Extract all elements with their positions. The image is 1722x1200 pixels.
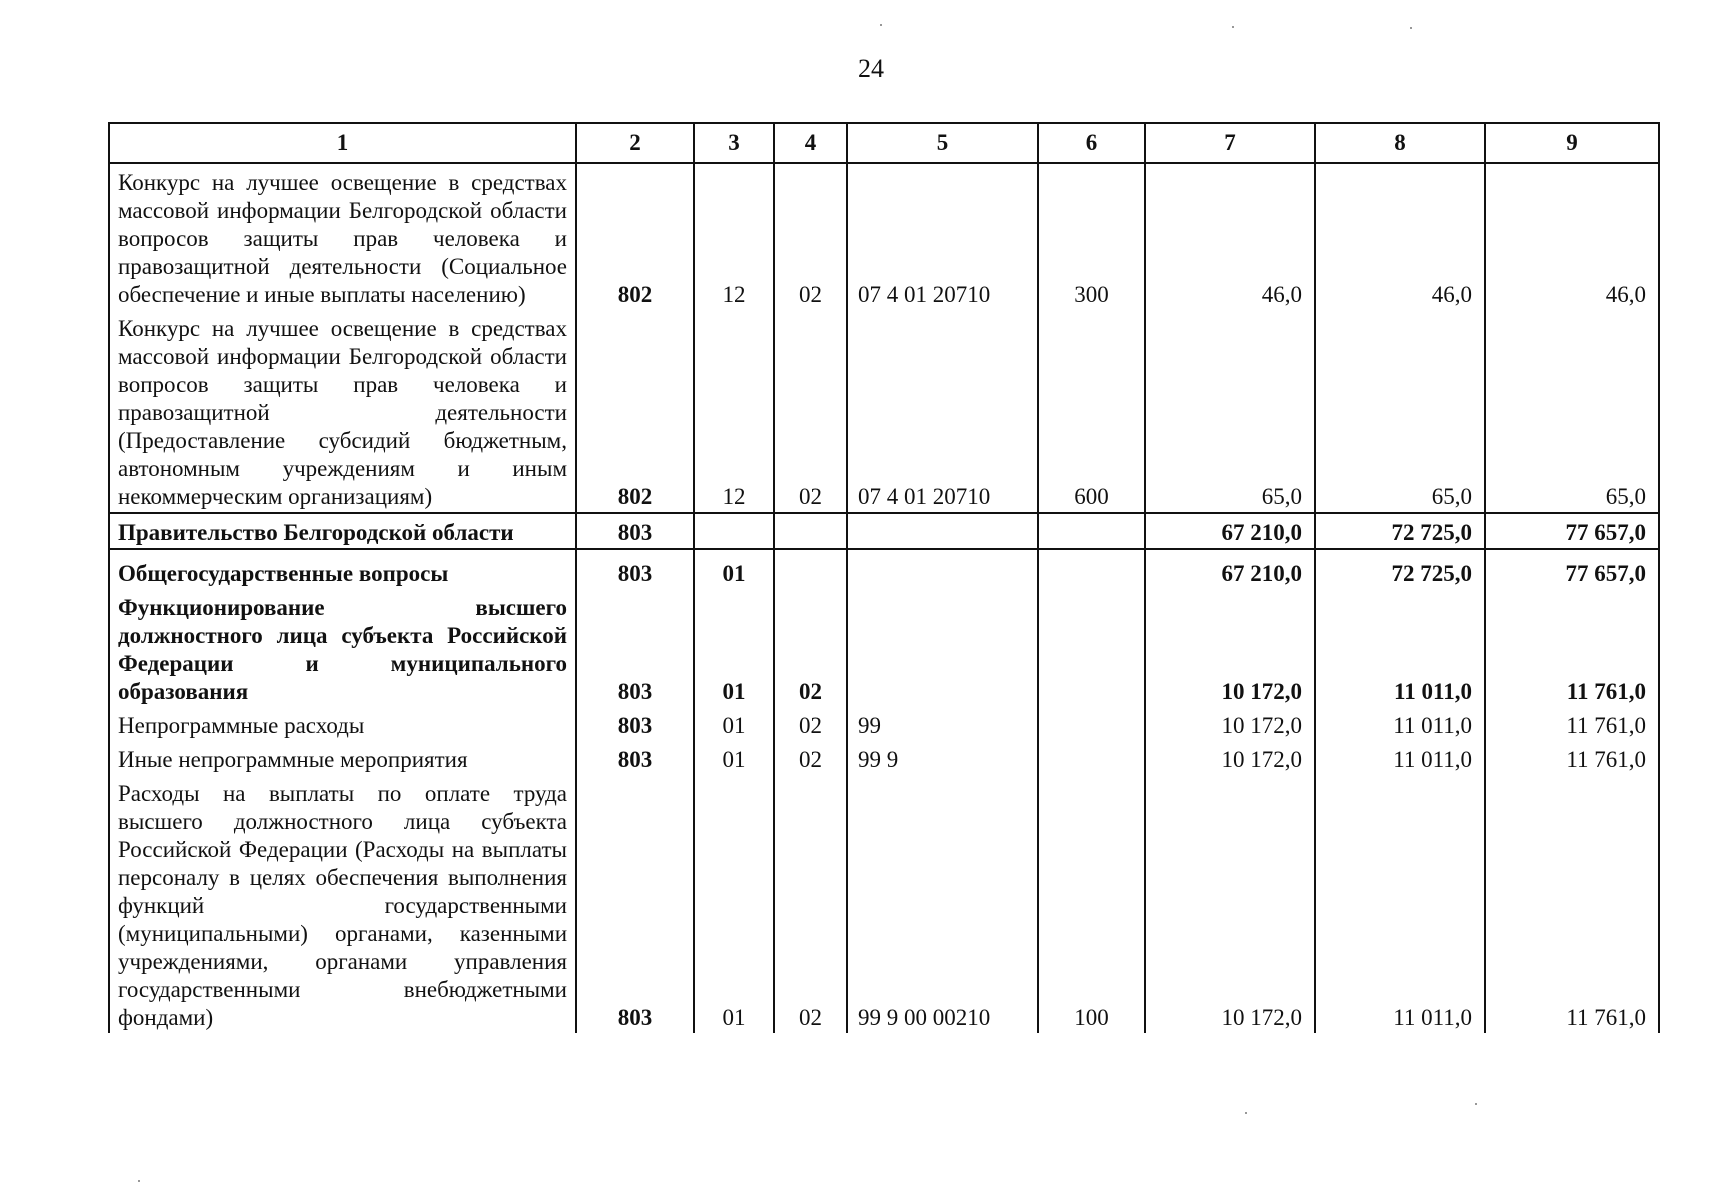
row-name: Конкурс на лучшее освещение в средствах массовой информации Белгородской области вопросов защиты прав человека и правозащитной деятельности (Социальное обеспечение и иные выплаты населению) bbox=[109, 163, 576, 310]
admin-code: 803 bbox=[576, 707, 694, 741]
header-row bbox=[109, 123, 1659, 163]
column-header-5: 5 bbox=[847, 123, 1038, 163]
scan-speck bbox=[138, 1180, 140, 1182]
amount-col-7: 46,0 bbox=[1145, 163, 1315, 310]
expense-type-code: 300 bbox=[1038, 163, 1145, 310]
section-code: 01 bbox=[694, 589, 774, 707]
row-name: Непрограммные расходы bbox=[109, 707, 576, 741]
admin-code: 803 bbox=[576, 513, 694, 549]
subsection-code: 02 bbox=[774, 589, 847, 707]
amount-col-8: 11 011,0 bbox=[1315, 775, 1485, 1033]
amount-col-7: 65,0 bbox=[1145, 310, 1315, 513]
amount-col-9: 77 657,0 bbox=[1485, 513, 1659, 549]
table-row bbox=[109, 589, 1659, 707]
expense-type-code: 100 bbox=[1038, 775, 1145, 1033]
column-header-6: 6 bbox=[1038, 123, 1145, 163]
admin-code: 802 bbox=[576, 310, 694, 513]
amount-col-9: 11 761,0 bbox=[1485, 741, 1659, 775]
amount-col-8: 72 725,0 bbox=[1315, 513, 1485, 549]
subsection-code: 02 bbox=[774, 163, 847, 310]
row-name: Иные непрограммные мероприятия bbox=[109, 741, 576, 775]
column-header-9: 9 bbox=[1485, 123, 1659, 163]
target-article-code bbox=[847, 549, 1038, 589]
scan-speck bbox=[1245, 1112, 1247, 1114]
row-name: Конкурс на лучшее освещение в средствах массовой информации Белгородской области вопросов защиты прав человека и правозащитной деятельности (Предоставление субсидий бюджетным, автономным учреждениям и иным некоммерческим организациям) bbox=[109, 310, 576, 513]
amount-col-7: 10 172,0 bbox=[1145, 741, 1315, 775]
amount-col-9: 65,0 bbox=[1485, 310, 1659, 513]
target-article-code bbox=[847, 513, 1038, 549]
subsection-code: 02 bbox=[774, 310, 847, 513]
admin-code: 803 bbox=[576, 549, 694, 589]
table-row bbox=[109, 741, 1659, 775]
target-article-code: 07 4 01 20710 bbox=[847, 163, 1038, 310]
column-header-1: 1 bbox=[109, 123, 576, 163]
subsection-code bbox=[774, 549, 847, 589]
amount-col-8: 72 725,0 bbox=[1315, 549, 1485, 589]
amount-col-8: 11 011,0 bbox=[1315, 741, 1485, 775]
target-article-code: 07 4 01 20710 bbox=[847, 310, 1038, 513]
table-header bbox=[109, 123, 1659, 163]
scan-speck bbox=[1232, 26, 1234, 28]
amount-col-9: 11 761,0 bbox=[1485, 775, 1659, 1033]
admin-code: 802 bbox=[576, 163, 694, 310]
amount-col-9: 77 657,0 bbox=[1485, 549, 1659, 589]
amount-col-9: 11 761,0 bbox=[1485, 707, 1659, 741]
admin-code: 803 bbox=[576, 775, 694, 1033]
expense-type-code: 600 bbox=[1038, 310, 1145, 513]
expense-type-code bbox=[1038, 707, 1145, 741]
expense-type-code bbox=[1038, 513, 1145, 549]
page-number: 24 bbox=[858, 54, 884, 83]
table-row bbox=[109, 775, 1659, 1033]
amount-col-7: 10 172,0 bbox=[1145, 775, 1315, 1033]
subsection-code: 02 bbox=[774, 707, 847, 741]
section-code: 01 bbox=[694, 707, 774, 741]
subsection-code: 02 bbox=[774, 741, 847, 775]
table-row bbox=[109, 707, 1659, 741]
amount-col-9: 46,0 bbox=[1485, 163, 1659, 310]
section-code: 12 bbox=[694, 310, 774, 513]
target-article-code bbox=[847, 589, 1038, 707]
amount-col-9: 11 761,0 bbox=[1485, 589, 1659, 707]
section-code: 01 bbox=[694, 775, 774, 1033]
scan-speck bbox=[1410, 27, 1412, 29]
admin-code: 803 bbox=[576, 741, 694, 775]
target-article-code: 99 bbox=[847, 707, 1038, 741]
target-article-code: 99 9 00 00210 bbox=[847, 775, 1038, 1033]
row-name: Расходы на выплаты по оплате труда высшего должностного лица субъекта Российской Федерации (Расходы на выплаты персоналу в целях обеспечения выполнения функций государственными (муниципальными) органами, казенными учреждениями, органами управления государственными внебюджетными фондами) bbox=[109, 775, 576, 1033]
row-name: Правительство Белгородской области bbox=[109, 513, 576, 549]
column-header-3: 3 bbox=[694, 123, 774, 163]
column-header-8: 8 bbox=[1315, 123, 1485, 163]
column-header-4: 4 bbox=[774, 123, 847, 163]
subsection-code bbox=[774, 513, 847, 549]
target-article-code: 99 9 bbox=[847, 741, 1038, 775]
expense-type-code bbox=[1038, 589, 1145, 707]
section-code: 01 bbox=[694, 741, 774, 775]
admin-code: 803 bbox=[576, 589, 694, 707]
scan-speck bbox=[1475, 1103, 1477, 1105]
amount-col-8: 46,0 bbox=[1315, 163, 1485, 310]
section-code: 12 bbox=[694, 163, 774, 310]
table-row bbox=[109, 163, 1659, 310]
amount-col-7: 10 172,0 bbox=[1145, 707, 1315, 741]
row-name: Общегосударственные вопросы bbox=[109, 549, 576, 589]
column-header-7: 7 bbox=[1145, 123, 1315, 163]
column-header-2: 2 bbox=[576, 123, 694, 163]
table-body bbox=[109, 163, 1659, 1033]
amount-col-7: 67 210,0 bbox=[1145, 513, 1315, 549]
subsection-code: 02 bbox=[774, 775, 847, 1033]
scan-speck bbox=[880, 24, 882, 26]
section-code: 01 bbox=[694, 549, 774, 589]
amount-col-8: 11 011,0 bbox=[1315, 589, 1485, 707]
table-row bbox=[109, 513, 1659, 549]
expense-type-code bbox=[1038, 549, 1145, 589]
table-row bbox=[109, 310, 1659, 513]
section-code bbox=[694, 513, 774, 549]
amount-col-7: 10 172,0 bbox=[1145, 589, 1315, 707]
row-name: Функционирование высшего должностного лица субъекта Российской Федерации и муниципального образования bbox=[109, 589, 576, 707]
amount-col-7: 67 210,0 bbox=[1145, 549, 1315, 589]
amount-col-8: 65,0 bbox=[1315, 310, 1485, 513]
expense-type-code bbox=[1038, 741, 1145, 775]
budget-table bbox=[108, 122, 1660, 1033]
amount-col-8: 11 011,0 bbox=[1315, 707, 1485, 741]
table-row bbox=[109, 549, 1659, 589]
